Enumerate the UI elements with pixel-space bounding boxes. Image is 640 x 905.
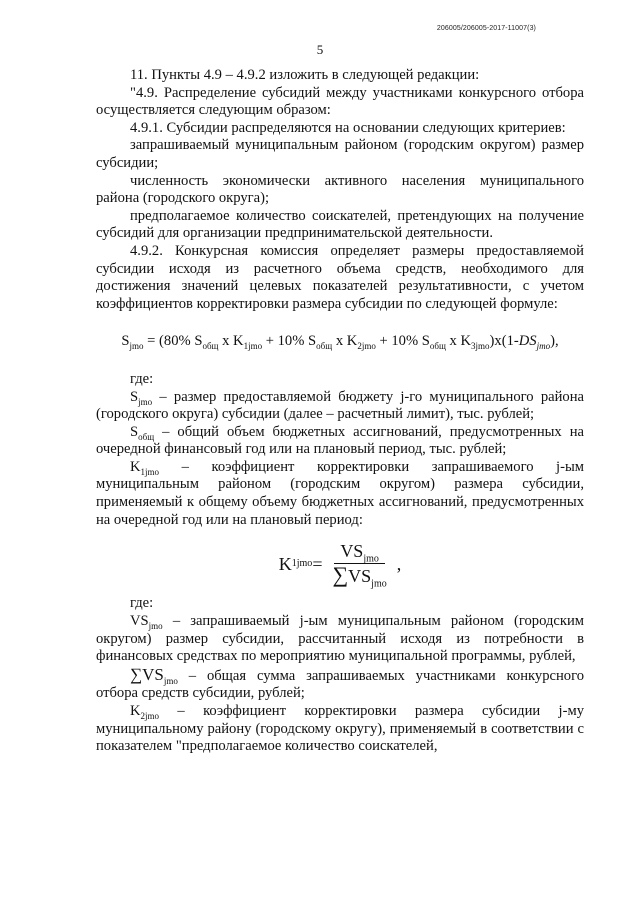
- formula-subsidy-limit: $S_{jmo} = (80\%$ $S_{общ}$ x $K_{1jmo} + 10\%$ $S_{общ}$ x $K_{2jmo} + 10\%$ $S_{общ}$ x $K_{3jmo})x(1-DS_{jmo})$,: [121, 333, 559, 352]
- paragraph-1: 11. Пункты 4.9 – 4.9.2 изложить в следующей редакции:: [130, 67, 480, 83]
- formula-x-2: x K: [332, 333, 358, 350]
- paragraph-4: запрашиваемый муниципальным районом (городским округом) размер субсидии;: [96, 137, 584, 171]
- paragraph-6: предполагаемое количество соискателей, претендующих на получение субсидий для организации предпринимательской деятельности.: [96, 207, 584, 242]
- document-body: [96, 67, 584, 756]
- definition-k1: $K_{1jmo}$ – коэффициент корректировки запрашиваемого j-ым муниципальным районом (городским округом) размера субсидии, применяемый к общему объему бюджетных ассигнований, предусмотренных на очередной год или на плановый период:: [96, 458, 584, 528]
- paragraph-2: "4.9. Распределение субсидий между участниками конкурсного отбора осуществляется следующим образом:: [96, 84, 584, 119]
- paragraph-7: 4.9.2. Конкурсная комиссия определяет размеры предоставляемой субсидии исходя из расчетного объема средств, необходимого для достижения значений целевых показателей результативности, с учетом коэффициентов корректировки размера субсидии по следующей формуле:: [96, 242, 584, 312]
- definition-s-jmo: $S_{jmo}$ – размер предоставляемой бюджету j-го муниципального района (городского округа) субсидии (далее – расчетный лимит), тыс. рублей;: [96, 388, 584, 423]
- definition-sum-vs: $\sum VS_{jmo}$ – общая сумма запрашиваемых участниками конкурсного отбора средств субсидии, рублей;: [96, 664, 584, 702]
- definition-k2: $K_{2jmo}$ – коэффициент корректировки размера субсидии j-му муниципальному району (городскому округу), применяемый в соответствии с показателем "предполагаемое количество соискателей,: [96, 703, 584, 755]
- formula-x-3: x K: [445, 333, 472, 350]
- formula-s-sub-3: общ: [429, 341, 446, 352]
- definition-s-total: $S_{общ}$ – общий объем бюджетных ассигнований, предусмотренных на очередной финансовый год или на плановый период, тыс. рублей;: [96, 423, 584, 458]
- formula-k1-fraction: $\frac{VS_{jmo}}{\sum VS_{jmo}}$: [332, 541, 387, 590]
- paragraph-3: 4.9.1. Субсидии распределяются на основании следующих критериев:: [130, 119, 566, 136]
- paragraph-5: численность экономически активного населения муниципального района (городского округа);: [96, 172, 584, 207]
- document-id: 206005/206005-2017-11007(3): [436, 25, 536, 32]
- definition-vs-jmo: $VS_{jmo}$ – запрашиваемый j-ым муниципальным районом (городским округом) размер субсидии, рассчитанный исходя из потребности в финансовых средствах по мероприятию муниципальной программы, рублей,: [96, 613, 584, 665]
- where-label-2: где:: [130, 595, 154, 612]
- formula-s-sub-2: общ: [316, 341, 333, 352]
- where-label-1: где:: [130, 370, 154, 387]
- page-number: 5: [316, 42, 324, 57]
- formula-k1: K 1jmo = $\frac{VS_{jmo}}{\sum VS_{jmo}}$ ,: [278, 541, 402, 590]
